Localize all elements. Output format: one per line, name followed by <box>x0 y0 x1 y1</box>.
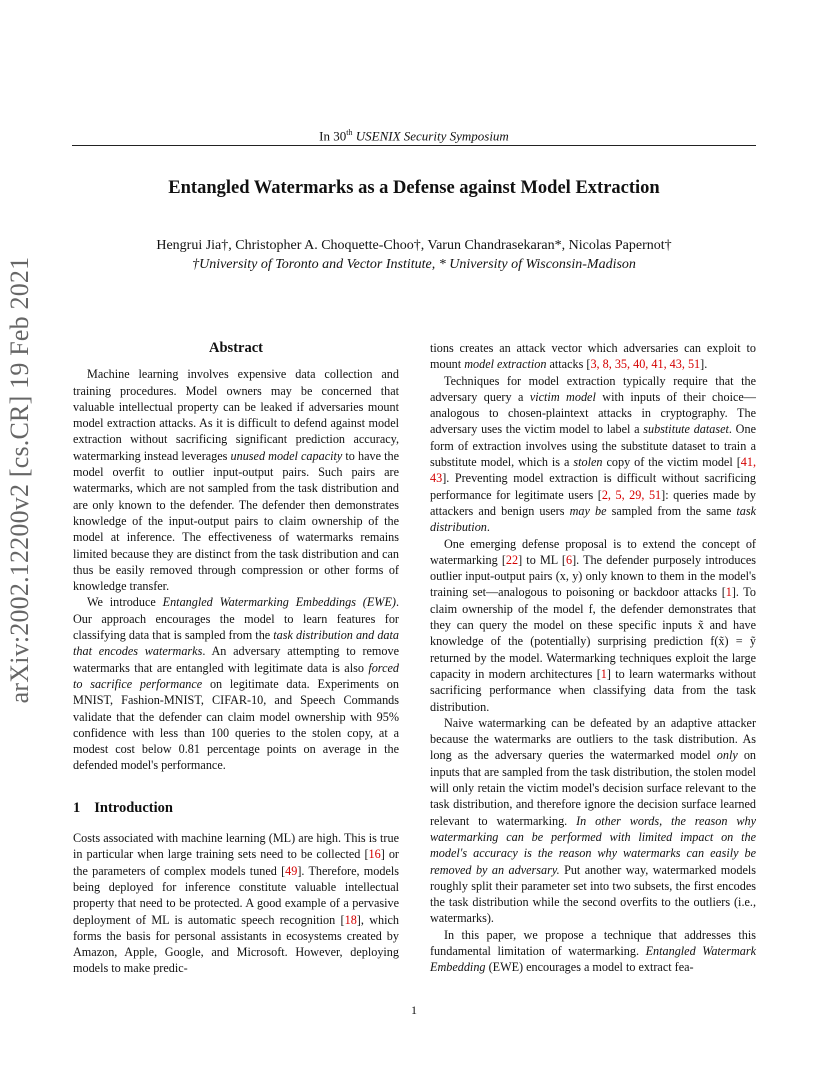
emphasis: only <box>716 748 738 763</box>
right-column <box>430 340 756 976</box>
emphasis: stolen <box>573 455 603 470</box>
abstract-paragraph-1 <box>73 366 399 594</box>
text-run: sampled from the same <box>606 503 737 518</box>
citation-link[interactable]: 3, 8, 35, 40, 41, 43, 51 <box>590 357 701 372</box>
emphasis: may be <box>569 503 607 518</box>
emphasis: In other words, the reason why watermarking can be performed with limited impact on the model's accuracy is the reason why watermarks can easily be removed by an adversary. <box>430 813 756 877</box>
text-run: tions creates an attack vector which adversaries can exploit to mount <box>430 341 756 372</box>
intro-paragraph-2 <box>430 373 756 536</box>
affiliation-list: †University of Toronto and Vector Institute, * University of Wisconsin-Madison <box>192 257 636 272</box>
abstract-heading: Abstract <box>209 340 263 356</box>
text-run: ], which forms the basis for personal assistants in ecosystems created by Amazon, Apple, Google, and Microsoft. However, deploying models to make predic- <box>73 912 399 976</box>
arxiv-stamp-text: arXiv:2002.12200v2 [cs.CR] 19 Feb 2021 <box>5 256 34 704</box>
text-run: copy of the victim model [ <box>602 455 741 470</box>
text-run: ] to ML [ <box>518 552 566 567</box>
paper-title: Entangled Watermarks as a Defense against Model Extraction <box>168 178 660 198</box>
text-run: ] to learn watermarks without sacrificing performance when classifying data from the task distribution. <box>430 666 756 714</box>
header-rule <box>72 145 756 146</box>
text-run: with inputs of their choice—analogous to chosen-plaintext attacks in cryptography. The adversary uses the victim model to label a <box>430 389 756 437</box>
emphasis: Entangled Watermark Embedding <box>430 943 757 975</box>
venue-name: USENIX Security Symposium <box>355 128 509 144</box>
text-run: One emerging defense proposal is to extend the concept of watermarking [ <box>430 536 756 567</box>
intro-paragraph-3 <box>430 536 756 715</box>
abstract-paragraph-2 <box>73 594 399 773</box>
text-run: on legitimate data. Experiments on MNIST, Fashion-MNIST, CIFAR-10, and Speech Commands validate that the defender can claim model ownership with 95% confidence with less than 100 queries to the stolen copy, at a modest cost below 0.81 percentage points on average in the defended model's performance. <box>73 676 399 773</box>
section-title: Introduction <box>94 799 173 816</box>
author-list: Hengrui Jia†, Christopher A. Choquette-Choo†, Varun Chandrasekaran*, Nicolas Papernot† <box>156 238 672 253</box>
text-run: Put another way, watermarked models roughly split their parameter set into two subsets, the first encodes the task distribution while the second overfits to the outliers (i.e., watermarks). <box>430 862 756 926</box>
citation-link[interactable]: 2, 5, 29, 51 <box>601 487 662 502</box>
intro-paragraph-1 <box>73 830 399 977</box>
emphasis: task distribution and data that encodes watermarks <box>73 628 399 659</box>
section-number: 1 <box>73 799 81 816</box>
citation-link[interactable]: 22 <box>505 552 519 567</box>
text-run: We introduce <box>87 595 163 610</box>
text-run: on inputs that are sampled from the task distribution, the stolen model will only retain the victim model's decision surface relevant to the task distribution, and therefore ignore the decision surface learned relevant to watermarking. <box>430 748 757 828</box>
text-run: to have the model overfit to outlier input-output pairs. Such pairs are watermarks, which are not sampled from the task distribution and are only known to the defender. The defender then demonstrates knowledge of the input-output pairs to claim ownership of the model at inference. The effectiveness of watermarks remains limited because they are distinct from the task distribution and can thus be easily removed through compression or other forms of knowledge transfer. <box>73 448 399 594</box>
text-run: Naive watermarking can be defeated by an adaptive attacker because the watermarks are outliers to the task distribution. As long as the adversary queries the watermarked model <box>430 715 756 763</box>
page-number: 1 <box>411 1003 417 1017</box>
emphasis: Entangled Watermarking Embeddings (EWE) <box>162 595 396 610</box>
text-run: ]: queries made by attackers and benign users <box>430 487 757 518</box>
text-run: ]. <box>700 357 708 372</box>
venue-ordinal-suffix: th <box>346 128 353 137</box>
citation-link[interactable]: 1 <box>600 666 607 681</box>
citation-link[interactable]: 1 <box>725 585 732 600</box>
emphasis: substitute dataset <box>643 422 729 437</box>
section-heading-introduction <box>73 800 399 816</box>
text-run: ]. The defender purposely introduces outlier input-output pairs (x, y) only known to them in the model's training set—analogous to poisoning or backdoor attacks [ <box>430 552 756 600</box>
text-run: Costs associated with machine learning (ML) are high. This is true in particular when large training sets need to be collected [ <box>73 831 399 862</box>
text-run: ]. Therefore, models being deployed for inference constitute valuable intellectual property that need to be protected. A good example of a pervasive deployment of ML is automatic speech recognition [ <box>73 863 399 927</box>
left-column <box>73 340 399 977</box>
text-run: (EWE) encourages a model to extract fea- <box>485 960 694 975</box>
text-run: attacks [ <box>546 357 591 372</box>
citation-link[interactable]: 49 <box>285 863 298 878</box>
intro-paragraph-continued <box>430 340 756 373</box>
text-run: In this paper, we propose a technique that addresses this fundamental limitation of watermarking. <box>430 927 756 958</box>
citation-link[interactable]: 41, 43 <box>430 455 756 486</box>
text-run: Machine learning involves expensive data collection and training procedures. Model owners may be concerned that valuable intellectual property can be leaked if adversaries mount model extraction attacks. As it is difficult to defend against model extraction without sacrificing significant prediction accuracy, watermarking instead leverages <box>73 367 399 463</box>
venue-header <box>72 128 756 144</box>
intro-paragraph-5 <box>430 927 756 976</box>
text-run: . One form of extraction involves using the substitute dataset to train a substitute model, which is a <box>430 422 756 470</box>
text-run: . <box>486 520 490 535</box>
text-run: ]. To claim ownership of the model f, the defender demonstrates that they can query the model on these specific inputs x̃ and have knowledge of the (potentially) surprising prediction f(x̃) = ỹ returned by the model. Watermarking techniques exploit the large capacity in modern architectures [ <box>430 585 756 681</box>
citation-link[interactable]: 16 <box>368 847 381 862</box>
citation-link[interactable]: 6 <box>565 552 573 567</box>
text-run: ]. Preventing model extraction is difficult without sacrificing performance for legitimate users [ <box>430 471 756 502</box>
text-run: . Our approach encourages the model to learn features for classifying data that is sampled from the <box>73 595 399 643</box>
emphasis: model extraction <box>464 357 547 372</box>
text-run: ] or the parameters of complex models tuned [ <box>73 847 399 878</box>
emphasis: task distribution <box>430 503 756 535</box>
author-block <box>72 236 756 274</box>
venue-prefix: In 30 <box>319 128 347 144</box>
text-run: . An adversary attempting to remove watermarks that are entangled with legitimate data is also <box>73 644 399 675</box>
citation-link[interactable]: 18 <box>344 912 357 927</box>
intro-paragraph-4 <box>430 715 756 927</box>
emphasis: victim model <box>529 389 596 404</box>
emphasis: forced to sacrifice performance <box>73 660 399 691</box>
text-run: Techniques for model extraction typically require that the adversary query a <box>430 373 756 404</box>
emphasis: unused model capacity <box>230 448 343 463</box>
